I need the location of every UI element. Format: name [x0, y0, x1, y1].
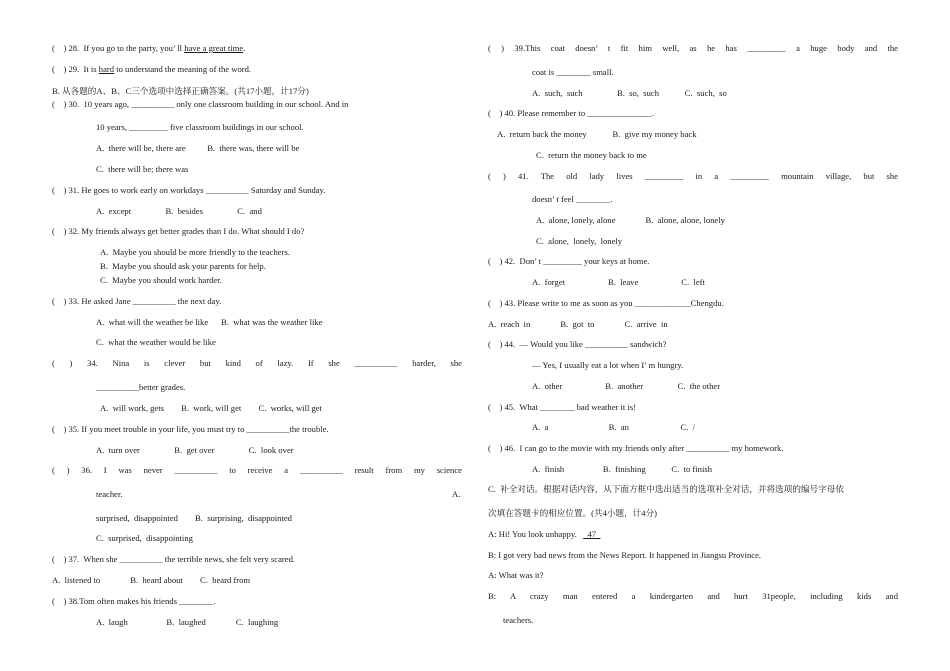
question-32-option-c: C. Maybe you should work harder.: [100, 275, 222, 285]
question-44-line1: ( ) 44. — Would you like __________ sandwich?: [488, 339, 667, 349]
question-40-option-c: C. return the money back to me: [536, 150, 647, 160]
question-39-options: A. such, such B. so, such C. such, so: [532, 88, 727, 98]
question-40: ( ) 40. Please remember to _______________.: [488, 108, 654, 118]
question-32-option-b: B. Maybe you should ask your parents for help.: [100, 261, 266, 271]
question-36-option-c: C. surprised, disappointing: [96, 533, 193, 543]
question-46: ( ) 46. I can go to the movie with my friends only after __________ my homework.: [488, 443, 784, 453]
question-36-options-ab: surprised, disappointed B. surprising, disappointed: [96, 513, 292, 523]
question-35: ( ) 35. If you meet trouble in your life, you must try to __________the trouble.: [52, 424, 329, 434]
dialogue-line-3: A: What was it?: [488, 570, 544, 580]
question-41-options-ab: A. alone, lonely, alone B. alone, alone, lonely: [536, 215, 725, 225]
underlined-phrase: have a great time: [184, 43, 244, 53]
question-34-options: A. will work, gets B. work, will get C. works, will get: [100, 403, 322, 413]
question-36-option-a-label: A.: [452, 489, 461, 499]
question-38: ( ) 38.Tom often makes his friends ________.: [52, 596, 216, 606]
question-37: ( ) 37. When she __________ the terrible news, she felt very scared.: [52, 554, 296, 564]
question-34-line1: ( ) 34. Nina is clever but kind of lazy. If she __________ harder, she: [52, 358, 462, 368]
question-45: ( ) 45. What ________ bad weather it is!: [488, 402, 637, 412]
question-41-line2: doesn’ t feel ________.: [532, 194, 613, 204]
dialogue-line-4: B: A crazy man entered a kindergarten and hurt 31people, including kids and: [488, 591, 898, 601]
dialogue-line-2: B: I got very bad news from the News Report. It happened in Jiangsu Province.: [488, 550, 762, 560]
question-29: ( ) 29. It is hard to understand the meaning of the word.: [52, 64, 252, 74]
question-43-options: A. reach in B. got to C. arrive in: [488, 319, 668, 329]
question-36-line1: ( ) 36. I was never __________ to receive a __________ result from my science: [52, 465, 462, 475]
question-42: ( ) 42. Don’ t _________ your keys at home.: [488, 256, 650, 266]
question-35-options: A. turn over B. get over C. look over: [96, 445, 294, 455]
question-32-option-a: A. Maybe you should be more friendly to the teachers.: [100, 247, 290, 257]
question-40-options-ab: A. return back the money B. give my money back: [497, 129, 697, 139]
question-33-options-ab: A. what will the weather be like B. what was the weather like: [96, 317, 323, 327]
section-c-heading-line1: C. 补全对话。根据对话内容，从下面方框中选出适当的选项补全对话，并将选项的编号字母依: [488, 484, 844, 494]
question-41-line1: ( ) 41. The old lady lives _________ in a _________ mountain village, but she: [488, 171, 898, 181]
question-44-options: A. other B. another C. the other: [532, 381, 721, 391]
question-36-line2: teacher.: [96, 489, 123, 499]
question-31-options: A. except B. besides C. and: [96, 206, 262, 216]
question-41-option-c: C. alone, lonely, lonely: [536, 236, 623, 246]
question-32: ( ) 32. My friends always get better grades than I do. What should I do?: [52, 226, 305, 236]
dialogue-line-4-cont: teachers.: [503, 615, 534, 625]
question-31: ( ) 31. He goes to work early on workdays __________ Saturday and Sunday.: [52, 185, 326, 195]
section-c-heading-line2: 次填在答题卡的相应位置。(共4小题，计4分): [488, 508, 658, 518]
question-45-options: A. a B. an C. /: [532, 422, 696, 432]
section-b-heading: B. 从各题的A、B、C三个选项中选择正确答案。(共17小题，计17分): [52, 86, 309, 96]
dialogue-line-1: A: Hi! You look unhappy. 47: [488, 529, 601, 539]
answer-blank-47: 47: [583, 529, 601, 539]
question-37-options: A. listened to B. heard about C. heard from: [52, 575, 251, 585]
question-33-option-c: C. what the weather would be like: [96, 337, 216, 347]
question-28: ( ) 28. If you go to the party, you’ ll have a great time.: [52, 43, 246, 53]
question-30-options-ab: A. there will be, there are B. there was, there will be: [96, 143, 300, 153]
question-38-options: A. laugh B. laughed C. laughing: [96, 617, 279, 627]
question-34-line2: __________better grades.: [96, 382, 186, 392]
underlined-word: hard: [98, 64, 115, 74]
question-33: ( ) 33. He asked Jane __________ the next day.: [52, 296, 222, 306]
question-39-line1: ( ) 39.This coat doesn’ t fit him well, as he has _________ a huge body and the: [488, 43, 898, 53]
question-30-option-c: C. there will be; there was: [96, 164, 189, 174]
question-44-line2: — Yes, I usually eat a lot when I’ m hungry.: [532, 360, 684, 370]
question-39-line2: coat is ________ small.: [532, 67, 614, 77]
question-46-options: A. finish B. finishing C. to finish: [532, 464, 712, 474]
question-43: ( ) 43. Please write to me as soon as you _____________Chengdu.: [488, 298, 724, 308]
question-30-line1: ( ) 30. 10 years ago, __________ only one classroom building in our school. And in: [52, 99, 349, 109]
question-42-options: A. forget B. leave C. left: [532, 277, 705, 287]
question-30-line2: 10 years, _________ five classroom buildings in our school.: [96, 122, 304, 132]
